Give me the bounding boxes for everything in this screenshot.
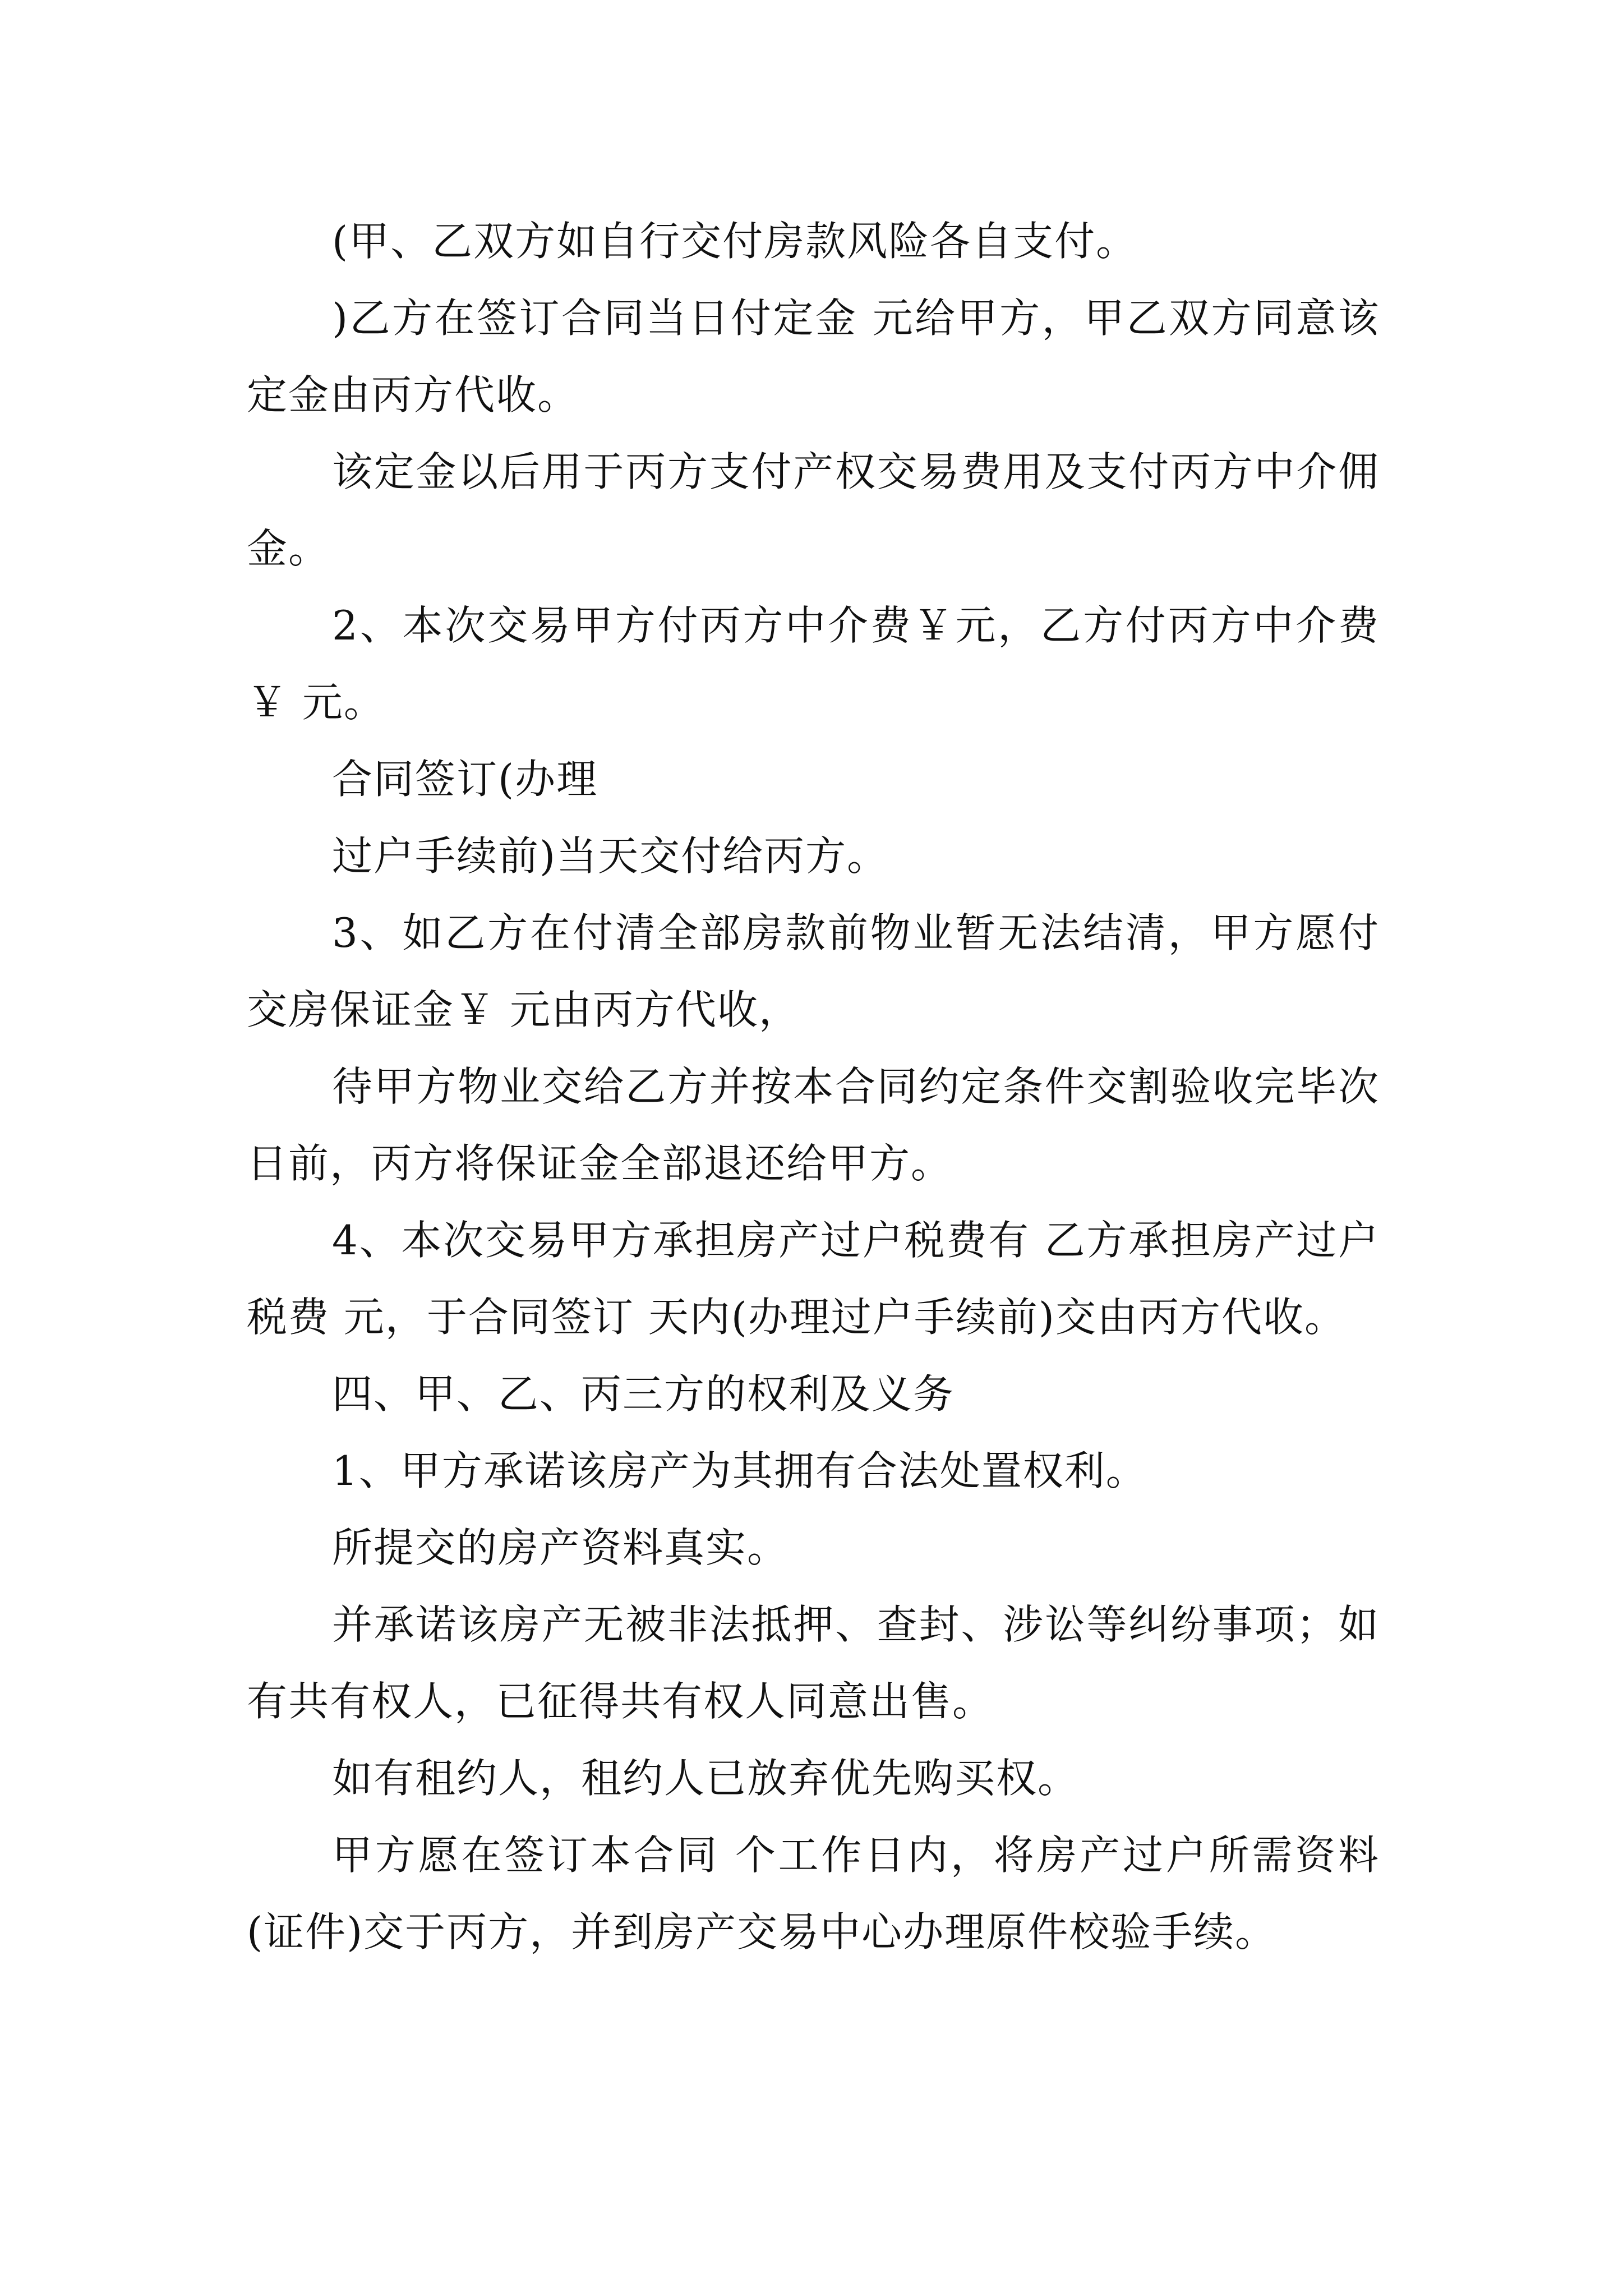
document-body — [247, 203, 1380, 1971]
paragraph: 4、本次交易甲方承担房产过户税费有 乙方承担房产过户税费 元，于合同签订 天内(办理过户手续前)交由丙方代收。 — [247, 1217, 1380, 1341]
paragraph: 3、如乙方在付清全部房款前物业暂无法结清，甲方愿付交房保证金￥ 元由丙方代收， — [247, 909, 1380, 1033]
paragraph: 1、甲方承诺该房产为其拥有合法处置权利。 — [332, 1447, 1147, 1494]
paragraph: 合同签订(办理 — [332, 756, 598, 803]
paragraph: (甲、乙双方如自行交付房款风险各自支付。 — [332, 218, 1138, 265]
paragraph: 并承诺该房产无被非法抵押、查封、涉讼等纠纷事项；如有共有权人，已征得共有权人同意出售。 — [247, 1601, 1380, 1725]
paragraph: 甲方愿在签订本合同 个工作日内，将房产过户所需资料(证件)交于丙方，并到房产交易中心办理原件校验手续。 — [247, 1832, 1380, 1955]
paragraph: 待甲方物业交给乙方并按本合同约定条件交割验收完毕次日前，丙方将保证金全部退还给甲方。 — [247, 1063, 1380, 1187]
paragraph: )乙方在签订合同当日付定金 元给甲方，甲乙双方同意该定金由丙方代收。 — [247, 295, 1380, 418]
paragraph: 如有租约人，租约人已放弃优先购买权。 — [332, 1755, 1080, 1802]
paragraph: 该定金以后用于丙方支付产权交易费用及支付丙方中介佣金。 — [247, 448, 1380, 572]
paragraph: 过户手续前)当天交付给丙方。 — [332, 832, 889, 880]
section-heading: 四、甲、乙、丙三方的权利及义务 — [332, 1370, 955, 1418]
paragraph: 所提交的房产资料真实。 — [332, 1524, 789, 1571]
paragraph: 2、本次交易甲方付丙方中介费￥元，乙方付丙方中介费￥ 元。 — [247, 602, 1380, 726]
